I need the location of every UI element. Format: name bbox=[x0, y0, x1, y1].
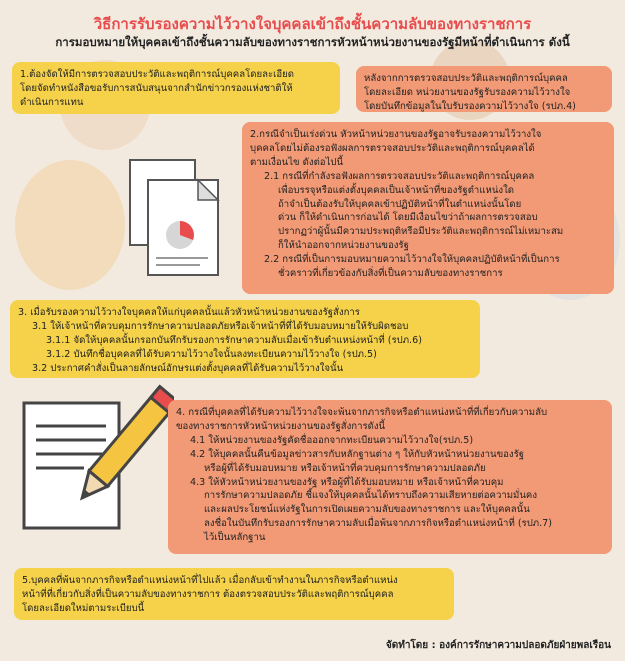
step-3-line: 3.1.2 บันทึกชื่อบุคคลที่ได้รับความไว้วางใจนั้นลงทะเบียนความไว้วางใจ (รปภ.5) bbox=[46, 348, 377, 360]
step-2-1-line: เพื่อบรรจุหรือแต่งตั้งบุคคลเป็นเจ้าหน้าที่ของรัฐตำแหน่งใด bbox=[278, 184, 514, 196]
step-4-2-line: 4.2 ให้บุคคลนั้นคืนข้อมูลข่าวสารกับหลักฐานต่าง ๆ ให้กับหัวหน้าหน่วยงานของรัฐ bbox=[190, 448, 525, 460]
step-3-line: 3. เมื่อรับรองความไว้วางใจบุคคลให้แก่บุคคลนั้นแล้วหัวหน้าหน่วยงานของรัฐสั่งการ bbox=[18, 307, 360, 318]
step-2-1-line: ด่วน ก็ให้ดำเนินการก่อนได้ โดยมีเงื่อนไขว่าถ้าผลการตรวจสอบ bbox=[278, 212, 538, 224]
step-4-1-line: 4.1 ให้หน่วยงานของรัฐคัดชื่อออกจากทะเบียนความไว้วางใจ(รปภ.5) bbox=[190, 434, 474, 446]
page-title: วิธีการรับรองความไว้วางใจบุคคลเข้าถึงชั้นความลับของทางราชการ bbox=[93, 15, 532, 33]
step-4-line: ของทางราชการหัวหน้าหน่วยงานของรัฐสั่งการดังนี้ bbox=[176, 420, 386, 432]
step-1-line: 1.ต้องจัดให้มีการตรวจสอบประวัติและพฤติการณ์บุคคลโดยละเอียด bbox=[20, 69, 295, 80]
pencil-paper-icon bbox=[14, 378, 174, 552]
step-2-1 bbox=[250, 170, 606, 253]
step-1-box bbox=[12, 62, 340, 114]
background-figure bbox=[15, 160, 125, 290]
footer-credit: จัดทำโดย : องค์การรักษาความปลอดภัยฝ่ายพลเรือน bbox=[385, 640, 611, 651]
step-2-box bbox=[242, 122, 614, 294]
certification-box bbox=[356, 66, 612, 112]
step-2-2-line: ชั่วคราวที่เกี่ยวข้องกับสิ่งที่เป็นความลับของทางราชการ bbox=[278, 268, 503, 280]
step-1-line: โดยจัดทำหนังสือขอรับการสนับสนุนจากสำนักข่าวกรองแห่งชาติให้ bbox=[20, 82, 293, 94]
step-4-3-line: ไว้เป็นหลักฐาน bbox=[204, 532, 266, 544]
step-5-line: โดยละเอียดใหม่ตามระเบียบนี้ bbox=[22, 602, 145, 614]
step-4-3-line: ลงชื่อในบันทึกรับรองการรักษาความลับเมื่อพ้นจากภารกิจหรือตำแหน่งหน้าที่ (รปภ.7) bbox=[204, 518, 553, 530]
step-4-line: 4. กรณีที่บุคคลที่ได้รับความไว้วางใจจะพ้นจากภารกิจหรือตำแหน่งหน้าที่ที่เกี่ยวกับความลับ bbox=[176, 407, 548, 418]
step-2-1-line: ก็ให้นำออกจากหน่วยงานของรัฐ bbox=[278, 240, 409, 252]
step-1-line: ดำเนินการแทน bbox=[20, 96, 84, 108]
step-2-1-line: ปรากฏว่าผู้นั้นมีความประพฤติหรือมีประวัติและพฤติการณ์ไม่เหมาะสม bbox=[278, 226, 564, 238]
certification-line: หลังจากการตรวจสอบประวัติและพฤติการณ์บุคคล bbox=[364, 73, 568, 84]
document-chart-icon bbox=[120, 150, 230, 294]
step-4-3-line: และผลประโยชน์แห่งรัฐในการเปิดเผยความลับของทางราชการ และให้บุคคลนั้น bbox=[204, 504, 530, 516]
certification-line: โดยละเอียด หน่วยงานของรัฐรับรองความไว้วางใจ bbox=[364, 86, 571, 98]
step-4-3-line: การรักษาความปลอดภัย ชี้แจงให้บุคคลนั้นได้ทราบถึงความเสียหายต่อความมั่นคง bbox=[204, 490, 538, 502]
step-2-1-line: ถ้าจำเป็นต้องรับให้บุคคลเข้าปฏิบัติหน้าที่ในตำแหน่งนั้นโดย bbox=[278, 198, 522, 210]
step-3-line: 3.1.1 จัดให้บุคคลนั้นกรอกบันทึกรับรองการรักษาความลับเมื่อเข้ารับตำแหน่งหน้าที่ (รปภ.6) bbox=[46, 334, 422, 346]
step-2-line: บุคคลโดยไม่ต้องรอฟังผลการตรวจสอบประวัติและพฤติการณ์บุคคลได้ bbox=[250, 142, 535, 154]
step-2-2 bbox=[250, 253, 606, 281]
step-3-box bbox=[10, 300, 480, 378]
step-4-2-line: หรือผู้ที่ได้รับมอบหมาย หรือเจ้าหน้าที่ควบคุมการรักษาความปลอดภัย bbox=[204, 462, 486, 474]
step-3-line: 3.1 ให้เจ้าหน้าที่ควบคุมการรักษาความปลอดภัยหรือเจ้าหน้าที่ที่ได้รับมอบหมายให้รับผิดชอบ bbox=[32, 320, 409, 332]
step-2-line: ตามเงื่อนไข ดังต่อไปนี้ bbox=[250, 156, 344, 168]
step-4-3-line: 4.3 ให้หัวหน้าหน่วยงานของรัฐ หรือผู้ที่ได้รับมอบหมาย หรือเจ้าหน้าที่ควบคุม bbox=[190, 476, 504, 488]
page-subtitle: การมอบหมายให้บุคคลเข้าถึงชั้นความลับของทางราชการหัวหน้าหน่วยงานของรัฐมีหน้าที่ดำเนินการ ดังนี้ bbox=[55, 35, 570, 49]
step-2-1-line: 2.1 กรณีที่กำลังรอฟังผลการตรวจสอบประวัติและพฤติการณ์บุคคล bbox=[264, 170, 535, 182]
step-5-line: หน้าที่ที่เกี่ยวกับสิ่งที่เป็นความลับของทางราชการ ต้องตรวจสอบประวัติและพฤติการณ์บุคคล bbox=[22, 588, 394, 600]
certification-line: โดยบันทึกข้อมูลในใบรับรองความไว้วางใจ (รปภ.4) bbox=[364, 100, 576, 112]
step-5-line: 5.บุคคลที่พ้นจากภารกิจหรือตำแหน่งหน้าที่ไปแล้ว เมื่อกลับเข้าทำงานในภารกิจหรือตำแหน่ง bbox=[22, 575, 398, 586]
step-2-2-line: 2.2 กรณีที่เป็นการมอบหมายความไว้วางใจให้บุคคลปฏิบัติหน้าที่เป็นการ bbox=[264, 254, 560, 266]
step-2-line: 2.กรณีจำเป็นเร่งด่วน หัวหน้าหน่วยงานของรัฐอาจรับรองความไว้วางใจ bbox=[250, 129, 542, 140]
step-5-box bbox=[14, 568, 454, 620]
step-4-box bbox=[168, 400, 612, 554]
step-3-line: 3.2 ประกาศคำสั่งเป็นลายลักษณ์อักษรแต่งตั้งบุคคลที่ได้รับความไว้วางใจนั้น bbox=[32, 362, 344, 374]
